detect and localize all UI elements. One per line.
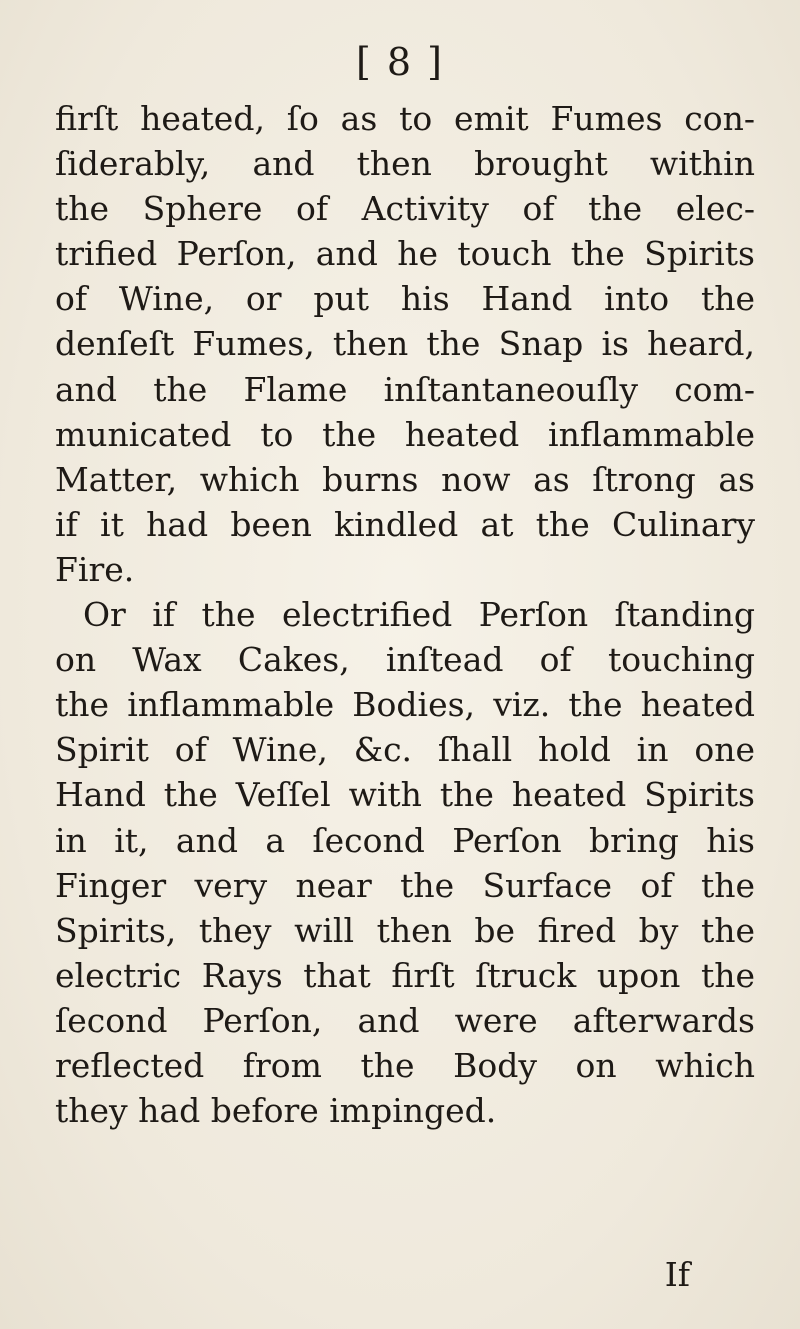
text-line: Hand the Veſſel with the heated Spirits [55, 775, 755, 815]
text-line: of Wine, or put his Hand into the [55, 279, 755, 319]
text-line: if it had been kindled at the Culinary [55, 504, 755, 544]
text-line: electric Rays that firſt ſtruck upon the [55, 955, 755, 995]
text-line: Finger very near the Surface of the [55, 865, 755, 905]
text-line: in it, and a ſecond Perſon bring his [55, 820, 755, 860]
text-line: and the Flame inſtantaneouſly com- [55, 369, 755, 409]
page-number: [ 8 ] [356, 40, 444, 84]
catchword: If [664, 1255, 690, 1294]
text-line: Fire. [55, 549, 135, 589]
text-line: trified Perſon, and he touch the Spirits [55, 234, 755, 274]
text-line: firſt heated, ſo as to emit Fumes con- [55, 99, 755, 138]
text-line: reflected from the Body on which [55, 1045, 755, 1085]
text-line: Spirits, they will then be fired by the [55, 910, 755, 950]
text-line: the Sphere of Activity of the elec- [55, 189, 755, 229]
text-line: Matter, which burns now as ſtrong as [55, 459, 755, 499]
text-line: they had before impinged. [55, 1091, 497, 1131]
text-line: ſiderably, and then brought within [55, 144, 755, 184]
text-line: Spirit of Wine, &c. ſhall hold in one [55, 730, 755, 770]
text-line: municated to the heated inflammable [55, 414, 755, 454]
text-line: ſecond Perſon, and were afterwards [55, 1000, 755, 1040]
text-line: denſeſt Fumes, then the Snap is heard, [55, 324, 755, 364]
text-line: on Wax Cakes, inſtead of touching [55, 640, 755, 680]
body-text [55, 96, 755, 1133]
text-line: Or if the electrified Perſon ſtanding [83, 595, 755, 635]
text-line: the inflammable Bodies, viz. the heated [55, 685, 755, 725]
